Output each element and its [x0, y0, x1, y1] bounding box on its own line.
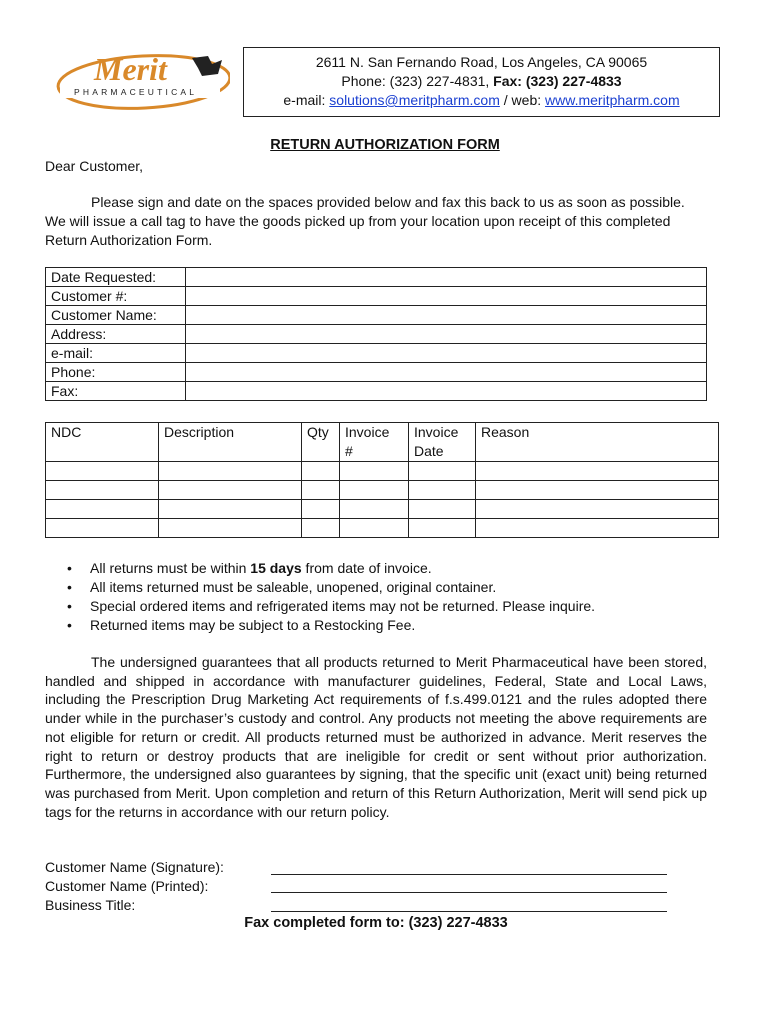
intro-text: Please sign and date on the spaces provided below and fax this back to us as soon as possible. We will issue a call tag to have the goods picked up from your location upon receipt of this completed Return Authorization Form.	[45, 194, 685, 248]
header-invoice-number: Invoice #	[340, 423, 409, 462]
qty-cell[interactable]	[302, 481, 340, 500]
reason-cell[interactable]	[476, 500, 719, 519]
return-policy-list	[65, 559, 725, 635]
phone-fax-line	[244, 72, 719, 91]
info-row-email	[46, 344, 707, 363]
contact-address-box	[243, 47, 720, 117]
invoice-date-cell[interactable]	[409, 462, 476, 481]
description-cell[interactable]	[159, 462, 302, 481]
customer-number-field[interactable]	[186, 287, 707, 306]
product-return-table	[45, 422, 719, 538]
info-label-fax: Fax:	[46, 382, 186, 401]
header-ndc: NDC	[46, 423, 159, 462]
policy-item-15-days: • All returns must be within 15 days from date of invoice.	[65, 559, 725, 578]
business-title-label: Business Title:	[45, 897, 136, 913]
description-cell[interactable]	[159, 481, 302, 500]
email-field[interactable]	[186, 344, 707, 363]
reason-cell[interactable]	[476, 481, 719, 500]
merit-logo	[52, 50, 230, 114]
phone-text: Phone: (323) 227-4831,	[341, 73, 490, 89]
description-cell[interactable]	[159, 500, 302, 519]
fax-instruction: Fax completed form to: (323) 227-4833	[244, 915, 508, 931]
guarantee-paragraph: The undersigned guarantees that all products returned to Merit Pharmaceutical have been stored, handled and shipped in accordance with manufacturer guidelines, Federal, State and Local Laws, including the Prescription Drug Marketing Act requirements of f.s.499.0121 and the rules adopted there under while in the purchaser’s custody and control. Any products not meeting the above requirements are not eligible for return or credit. All products returned must be authorized in advance. Merit reserves the right to return or destroy products that are ineligible for credit or sent without prior authorization. Furthermore, the undersigned also guarantees by signing, that the specific unit (exact unit) being returned was purchased from Merit. Upon completion and return of this Return Authorization, Merit will send pick up tags for the returns in accordance with our return policy.	[45, 654, 707, 820]
policy-item-special-orders: • Special ordered items and refrigerated items may not be returned. Please inquire.	[65, 597, 725, 616]
header-invoice-date: Invoice Date	[409, 423, 476, 462]
logo-tagline-text: PHARMACEUTICAL	[74, 87, 198, 97]
invoice-number-cell[interactable]	[340, 462, 409, 481]
fax-field[interactable]	[186, 382, 707, 401]
header-description: Description	[159, 423, 302, 462]
address-line: 2611 N. San Fernando Road, Los Angeles, CA 90065	[315, 54, 648, 70]
printed-name-label: Customer Name (Printed):	[45, 878, 209, 894]
header-reason: Reason	[476, 423, 719, 462]
info-row-fax	[46, 382, 707, 401]
info-label-address: Address:	[46, 325, 186, 344]
business-title-line[interactable]	[271, 911, 667, 912]
email-link[interactable]: solutions@meritpharm.com	[329, 92, 500, 108]
intro-paragraph	[45, 193, 709, 250]
ndc-cell[interactable]	[46, 519, 159, 538]
email-web-line	[244, 91, 719, 110]
customer-info-table	[45, 267, 707, 401]
product-table-header	[46, 423, 719, 462]
invoice-number-cell[interactable]	[340, 519, 409, 538]
address-field[interactable]	[186, 325, 707, 344]
customer-name-field[interactable]	[186, 306, 707, 325]
web-separator: / web:	[499, 92, 546, 108]
ndc-cell[interactable]	[46, 500, 159, 519]
qty-cell[interactable]	[302, 462, 340, 481]
info-label-email: e-mail:	[46, 344, 186, 363]
signature-line[interactable]	[271, 874, 667, 875]
info-row-customer-name	[46, 306, 707, 325]
info-row-phone	[46, 363, 707, 382]
date-requested-field[interactable]	[186, 268, 707, 287]
invoice-number-cell[interactable]	[340, 481, 409, 500]
printed-name-line[interactable]	[271, 892, 667, 893]
info-row-customer-number	[46, 287, 707, 306]
fax-text: Fax: (323) 227-4833	[493, 73, 622, 89]
description-cell[interactable]	[159, 519, 302, 538]
info-label-customer-name: Customer Name:	[46, 306, 186, 325]
info-label-phone: Phone:	[46, 363, 186, 382]
email-prefix: e-mail:	[283, 92, 330, 108]
invoice-date-cell[interactable]	[409, 500, 476, 519]
greeting: Dear Customer,	[45, 158, 144, 174]
reason-cell[interactable]	[476, 519, 719, 538]
product-row	[46, 500, 719, 519]
logo-brand-text: Merit	[94, 51, 167, 87]
info-label-customer-number: Customer #:	[46, 287, 186, 306]
product-row	[46, 519, 719, 538]
header-qty: Qty	[302, 423, 340, 462]
info-row-date	[46, 268, 707, 287]
signature-label: Customer Name (Signature):	[45, 859, 224, 875]
product-row	[46, 481, 719, 500]
info-row-address	[46, 325, 707, 344]
ndc-cell[interactable]	[46, 462, 159, 481]
product-row	[46, 462, 719, 481]
qty-cell[interactable]	[302, 500, 340, 519]
merit-logo-graphic	[52, 50, 230, 114]
qty-cell[interactable]	[302, 519, 340, 538]
reason-cell[interactable]	[476, 462, 719, 481]
phone-field[interactable]	[186, 363, 707, 382]
ndc-cell[interactable]	[46, 481, 159, 500]
invoice-date-cell[interactable]	[409, 519, 476, 538]
policy-item-restocking-fee: • Returned items may be subject to a Restocking Fee.	[65, 616, 725, 635]
invoice-number-cell[interactable]	[340, 500, 409, 519]
web-link[interactable]: www.meritpharm.com	[545, 92, 680, 108]
form-title: RETURN AUTHORIZATION FORM	[270, 137, 500, 153]
info-label-date: Date Requested:	[46, 268, 186, 287]
invoice-date-cell[interactable]	[409, 481, 476, 500]
policy-item-saleable: • All items returned must be saleable, unopened, original container.	[65, 578, 725, 597]
